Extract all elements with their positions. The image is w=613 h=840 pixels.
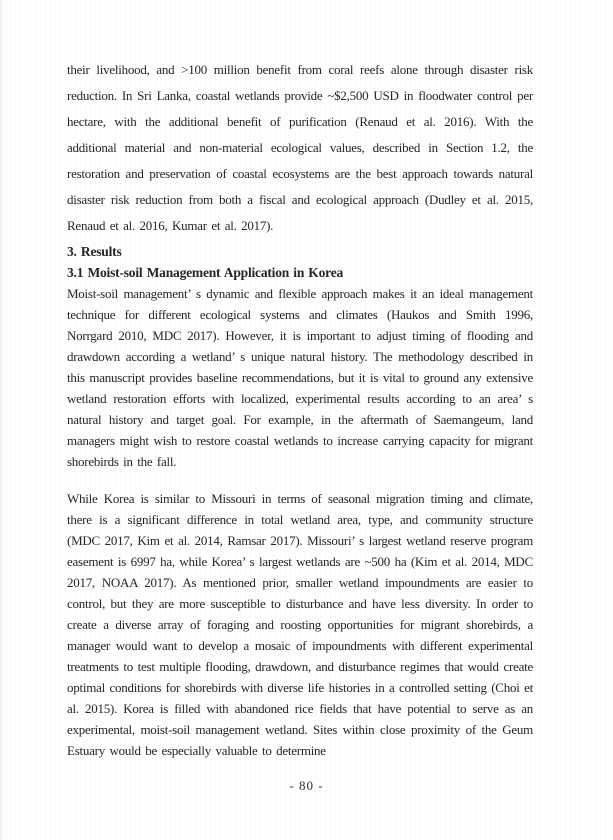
section-heading-results: 3. Results xyxy=(67,244,122,259)
paragraph-coastal-wetlands: their livelihood, and >100 million benefit from coral reefs alone through disaster risk reduction. In Sri Lanka, coastal wetlands provide ~$2,500 USD in floodwater control per hectare, with the additional benefit of purification (Renaud et al. 2016). With the additional material and non-material ecological values, described in Section 1.2, the restoration and preservation of coastal ecosystems are the best approach towards natural disaster risk reduction from both a fiscal and ecological approach (Dudley et al. 2015, Renaud et al. 2016, Kumar et al. 2017). xyxy=(67,62,533,233)
subsection-heading-moist-soil-korea: 3.1 Moist-soil Management Application in Korea xyxy=(67,265,344,280)
paragraph-moist-soil-management: Moist-soil management’ s dynamic and flexible approach makes it an ideal management technique for different ecological systems and climates (Haukos and Smith 1996, Norrgard 2010, MDC 2017). However, it is important to adjust timing of flooding and drawdown according a wetland’ s unique natural history. The methodology described in this manuscript provides baseline recommendations, but it is vital to ground any extensive wetland restoration efforts with localized, experimental results according to an area’ s natural history and target goal. For example, in the aftermath of Saemangeum, land managers might wish to restore coastal wetlands to increase carrying capacity for migrant shorebirds in the fall. xyxy=(67,286,533,469)
paragraph-korea-missouri-comparison: While Korea is similar to Missouri in terms of seasonal migration timing and climate, there is a significant difference in total wetland area, type, and community structure (MDC 2017, Kim et al. 2014, Ramsar 2017). Missouri’ s largest wetland reserve program easement is 6997 ha, while Korea’ s largest wetlands are ~500 ha (Kim et al. 2014, MDC 2017, NOAA 2017). As mentioned prior, smaller wetland impoundments are easier to control, but they are more susceptible to disturbance and have less diversity. In order to create a diverse array of foraging and roosting opportunities for migrant shorebirds, a manager would want to develop a mosaic of impoundments with different experimental treatments to test multiple flooding, drawdown, and disturbance regimes that would create optimal conditions for shorebirds with diverse life histories in a controlled setting (Choi et al. 2015). Korea is filled with abandoned rice fields that have potential to serve as an experimental, moist-soil management wetland. Sites within close proximity of the Geum Estuary would be especially valuable to determine xyxy=(67,491,533,758)
page-number: - 80 - xyxy=(289,778,324,793)
